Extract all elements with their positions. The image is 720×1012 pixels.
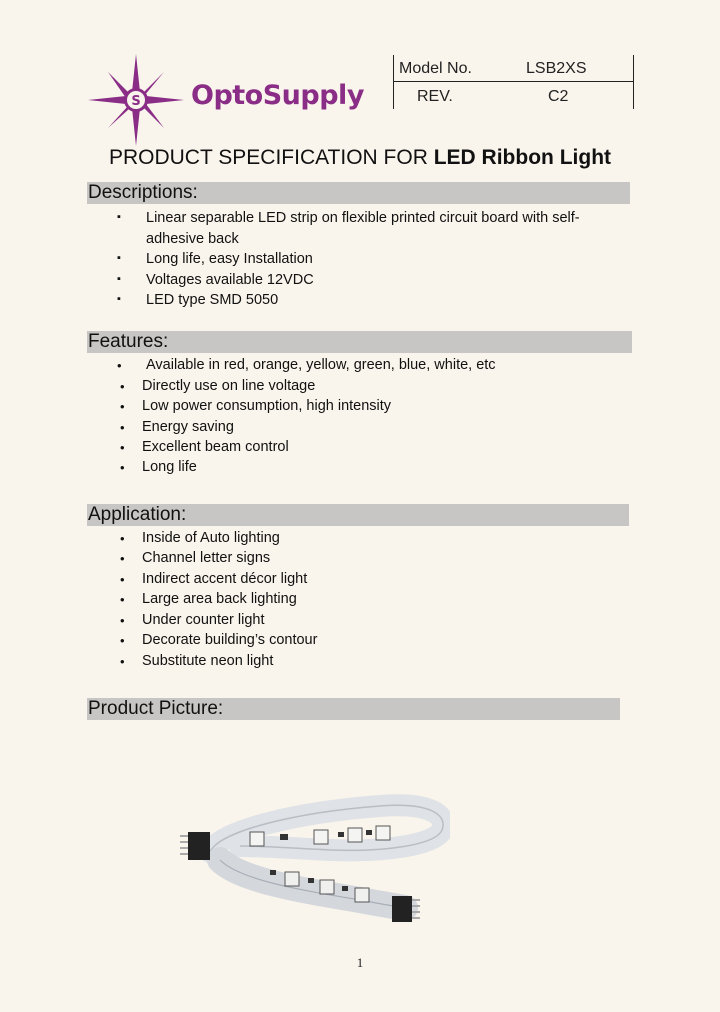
list-item: LED type SMD 5050 <box>146 292 279 308</box>
square-bullet-icon: ▪ <box>117 273 121 285</box>
brand-name: OptoSupply <box>191 80 364 111</box>
bullet-icon: • <box>120 633 125 648</box>
list-item: Energy saving <box>142 419 234 435</box>
list-item: Indirect accent décor light <box>142 571 308 587</box>
bullet-icon: • <box>120 440 125 455</box>
bullet-icon: • <box>117 358 122 373</box>
bullet-icon: • <box>120 654 125 669</box>
model-value: LSB2XS <box>526 60 587 77</box>
title-product: LED Ribbon Light <box>433 146 612 169</box>
list-item: Available in red, orange, yellow, green, blue, white, etc <box>146 357 496 373</box>
bullet-icon: • <box>120 531 125 546</box>
title-prefix: PRODUCT SPECIFICATION FOR <box>108 146 434 169</box>
svg-text:S: S <box>131 94 141 109</box>
list-item: Long life, easy Installation <box>146 251 313 267</box>
bullet-icon: • <box>120 460 125 475</box>
rev-value: C2 <box>548 88 569 105</box>
list-item: Decorate building’s contour <box>142 632 318 648</box>
led-ribbon-image <box>180 760 450 940</box>
list-item: Low power consumption, high intensity <box>142 398 392 414</box>
features-heading: Features: <box>87 331 632 353</box>
bullet-icon: • <box>120 399 125 414</box>
list-item: Directly use on line voltage <box>142 378 316 394</box>
square-bullet-icon: ▪ <box>117 211 121 223</box>
bullet-icon: • <box>120 572 125 587</box>
square-bullet-icon: ▪ <box>117 252 121 264</box>
model-label: Model No. <box>399 60 472 77</box>
bullet-icon: • <box>120 379 125 394</box>
rev-label: REV. <box>417 88 453 105</box>
page-number: 1 <box>356 955 364 970</box>
compass-star-icon <box>86 52 186 148</box>
square-bullet-icon: ▪ <box>117 293 121 305</box>
list-item: Under counter light <box>142 612 265 628</box>
model-info-table <box>393 55 634 109</box>
list-item: Long life <box>142 459 197 475</box>
list-item: Inside of Auto lighting <box>142 530 280 546</box>
descriptions-heading: Descriptions: <box>87 182 630 204</box>
list-item: Channel letter signs <box>142 550 271 566</box>
list-item: Voltages available 12VDC <box>146 272 314 288</box>
list-item: Linear separable LED strip on flexible printed circuit board with self- <box>146 210 580 226</box>
bullet-icon: • <box>120 420 125 435</box>
table-border-right <box>633 55 634 109</box>
optosupply-logo <box>86 52 364 148</box>
application-heading: Application: <box>87 504 629 526</box>
page-title <box>0 146 720 170</box>
bullet-icon: • <box>120 551 125 566</box>
list-item: Large area back lighting <box>142 591 297 607</box>
product-picture-heading: Product Picture: <box>87 698 620 720</box>
table-border-left <box>393 55 394 109</box>
list-item: adhesive back <box>146 231 239 247</box>
bullet-icon: • <box>120 613 125 628</box>
list-item: Excellent beam control <box>142 439 289 455</box>
table-divider <box>393 81 634 82</box>
bullet-icon: • <box>120 592 125 607</box>
list-item: Substitute neon light <box>142 653 274 669</box>
